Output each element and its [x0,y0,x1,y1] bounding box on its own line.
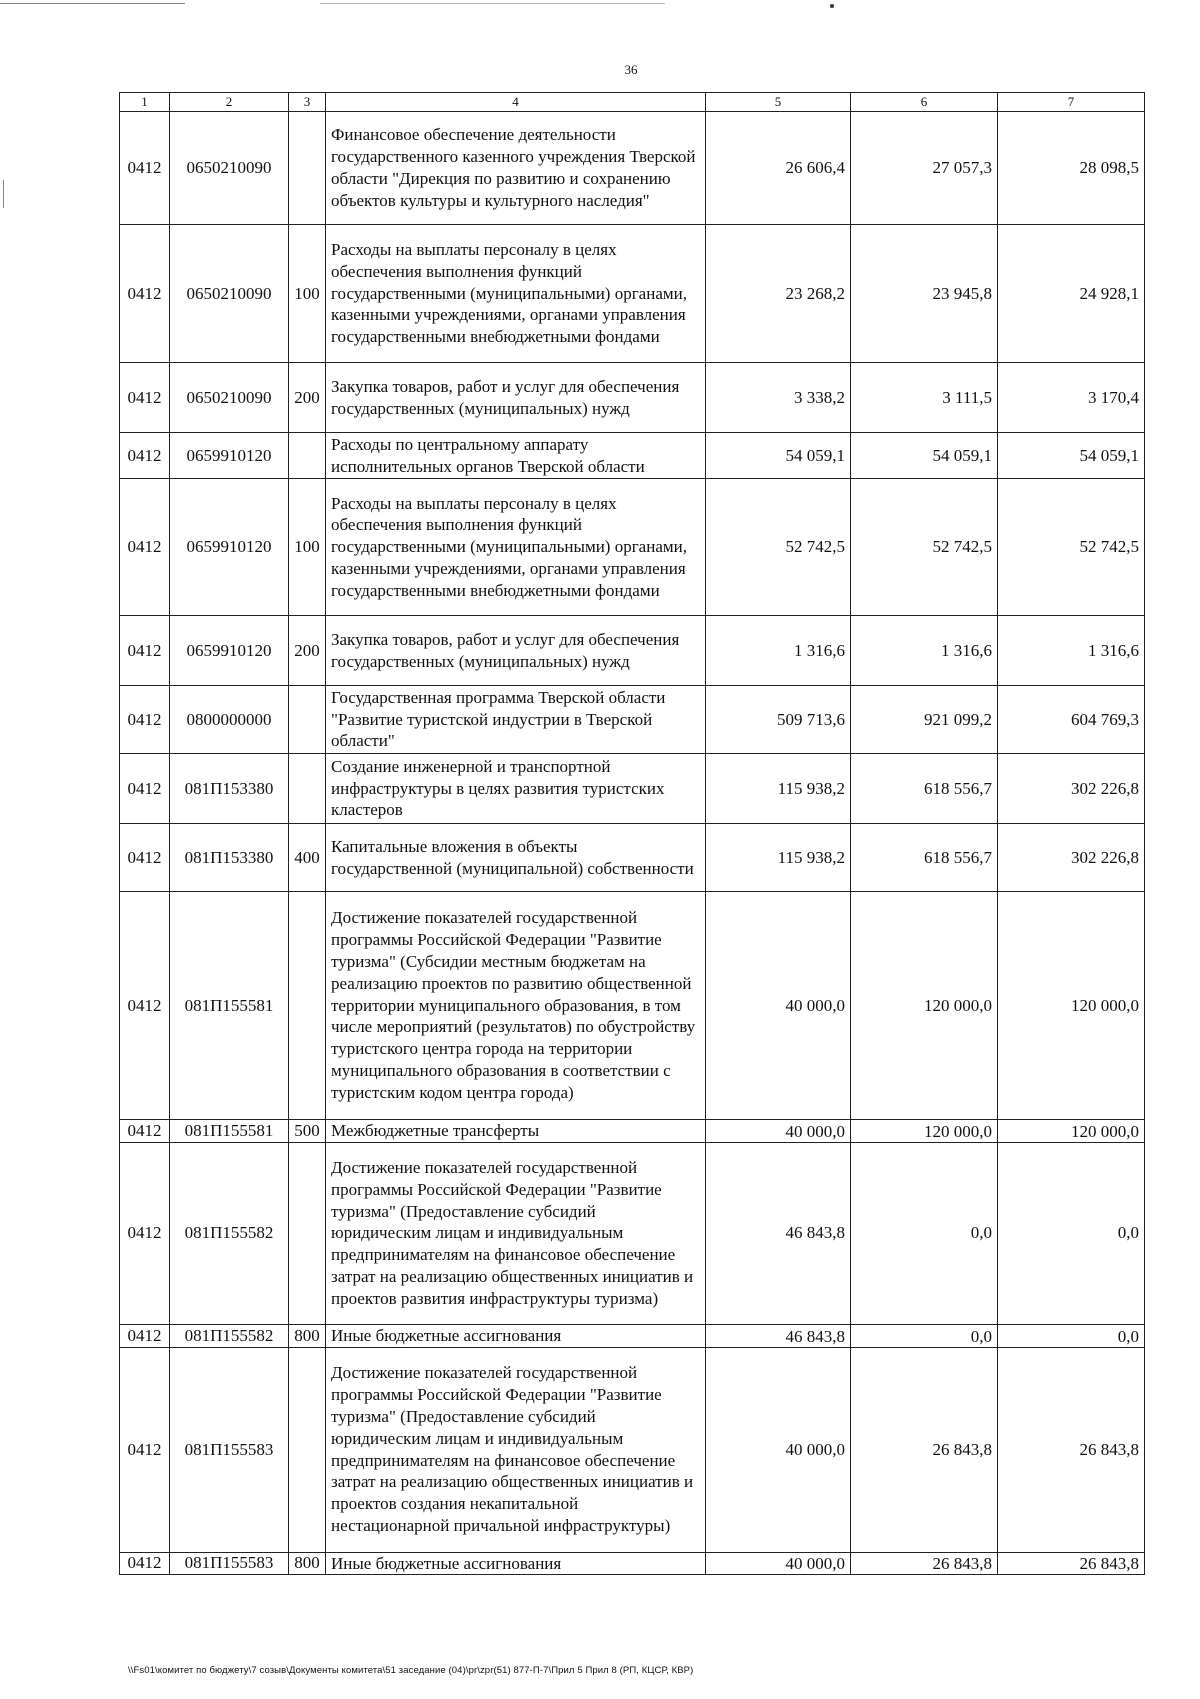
target-code: 081П155581 [170,1120,289,1143]
column-header-2: 2 [170,93,289,112]
value-col-6: 3 111,5 [851,363,998,433]
scan-artifact-mark [3,180,4,208]
table-row [120,686,1145,754]
target-code: 081П155582 [170,1324,289,1347]
value-col-5: 115 938,2 [706,824,851,892]
column-header-4: 4 [326,93,706,112]
table-row [120,225,1145,363]
value-col-7: 24 928,1 [998,225,1145,363]
section-code: 0412 [120,363,170,433]
value-col-5: 26 606,4 [706,112,851,225]
value-col-5: 115 938,2 [706,754,851,824]
target-code: 081П155583 [170,1552,289,1575]
expense-type: 800 [289,1324,326,1347]
table-row [120,1142,1145,1324]
value-col-7: 26 843,8 [998,1552,1145,1575]
value-col-7: 0,0 [998,1142,1145,1324]
target-code: 0659910120 [170,433,289,479]
table-row [120,824,1145,892]
expense-type [289,686,326,754]
expense-type [289,754,326,824]
column-header-3: 3 [289,93,326,112]
section-code: 0412 [120,1120,170,1143]
row-description: Финансовое обеспечение деятельности государственного казенного учреждения Тверской области "Дирекция по развитию и сохранению объектов культуры и культурного наследия" [326,112,706,225]
value-col-5: 40 000,0 [706,1347,851,1552]
expense-type: 200 [289,616,326,686]
section-code: 0412 [120,433,170,479]
row-description: Капитальные вложения в объекты государственной (муниципальной) собственности [326,824,706,892]
target-code: 081П153380 [170,754,289,824]
expense-type: 100 [289,479,326,616]
value-col-6: 54 059,1 [851,433,998,479]
table-row [120,1552,1145,1575]
section-code: 0412 [120,1324,170,1347]
value-col-7: 120 000,0 [998,1120,1145,1143]
value-col-7: 120 000,0 [998,892,1145,1120]
value-col-6: 618 556,7 [851,754,998,824]
row-description: Достижение показателей государственной программы Российской Федерации "Развитие туризма" (Предоставление субсидий юридическим лицам и индивидуальным предпринимателям на финансовое обеспечение затрат на реализацию общественных инициатив и проектов развития инфраструктуры туризма) [326,1142,706,1324]
row-description: Достижение показателей государственной программы Российской Федерации "Развитие туризма" (Предоставление субсидий юридическим лицам и индивидуальным предпринимателям на финансовое обеспечение затрат на реализацию общественных инициатив и проектов создания некапитальной нестационарной причальной инфраструктуры) [326,1347,706,1552]
table-row [120,892,1145,1120]
target-code: 0650210090 [170,363,289,433]
value-col-6: 23 945,8 [851,225,998,363]
expense-type [289,1347,326,1552]
row-description: Государственная программа Тверской области "Развитие туристской индустрии в Тверской области" [326,686,706,754]
row-description: Достижение показателей государственной программы Российской Федерации "Развитие туризма" (Субсидии местным бюджетам на реализацию проектов по развитию общественной территории муниципального образования, в том числе мероприятий (результатов) по обустройству туристского центра города на территории муниципального образования в соответствии с туристским кодом центра города) [326,892,706,1120]
value-col-6: 26 843,8 [851,1552,998,1575]
value-col-6: 52 742,5 [851,479,998,616]
table-row [120,616,1145,686]
value-col-5: 40 000,0 [706,892,851,1120]
scan-artifact-line [320,3,665,4]
table-row [120,754,1145,824]
column-header-1: 1 [120,93,170,112]
row-description: Расходы по центральному аппарату исполнительных органов Тверской области [326,433,706,479]
section-code: 0412 [120,824,170,892]
value-col-5: 3 338,2 [706,363,851,433]
budget-table [119,92,1145,1575]
value-col-5: 54 059,1 [706,433,851,479]
section-code: 0412 [120,479,170,616]
row-description: Закупка товаров, работ и услуг для обеспечения государственных (муниципальных) нужд [326,363,706,433]
target-code: 081П155583 [170,1347,289,1552]
value-col-5: 1 316,6 [706,616,851,686]
target-code: 0650210090 [170,112,289,225]
column-header-6: 6 [851,93,998,112]
expense-type [289,112,326,225]
section-code: 0412 [120,686,170,754]
value-col-5: 509 713,6 [706,686,851,754]
table-header-row [120,93,1145,112]
column-header-5: 5 [706,93,851,112]
table-row [120,433,1145,479]
value-col-6: 1 316,6 [851,616,998,686]
table-row [120,1347,1145,1552]
row-description: Иные бюджетные ассигнования [326,1552,706,1575]
value-col-7: 54 059,1 [998,433,1145,479]
value-col-5: 46 843,8 [706,1324,851,1347]
value-col-6: 120 000,0 [851,892,998,1120]
target-code: 0650210090 [170,225,289,363]
expense-type [289,433,326,479]
table-row [120,1120,1145,1143]
target-code: 081П155581 [170,892,289,1120]
target-code: 081П153380 [170,824,289,892]
expense-type: 200 [289,363,326,433]
value-col-6: 0,0 [851,1142,998,1324]
value-col-7: 26 843,8 [998,1347,1145,1552]
row-description: Расходы на выплаты персоналу в целях обеспечения выполнения функций государственными (муниципальными) органами, казенными учреждениями, органами управления государственными внебюджетными фондами [326,479,706,616]
value-col-5: 52 742,5 [706,479,851,616]
row-description: Создание инженерной и транспортной инфраструктуры в целях развития туристских кластеров [326,754,706,824]
value-col-5: 40 000,0 [706,1552,851,1575]
section-code: 0412 [120,1142,170,1324]
scan-artifact-line [0,3,185,4]
column-header-7: 7 [998,93,1145,112]
value-col-6: 921 099,2 [851,686,998,754]
value-col-5: 46 843,8 [706,1142,851,1324]
value-col-6: 0,0 [851,1324,998,1347]
expense-type: 100 [289,225,326,363]
expense-type: 400 [289,824,326,892]
value-col-5: 40 000,0 [706,1120,851,1143]
footer-file-path: \\Fs01\комитет по бюджету\7 созыв\Документы комитета\51 заседание (04)\pr\zpr(51) 877-П-7\Прил 5 Прил 8 (РП, КЦСР, КВР) [128,1665,694,1676]
value-col-7: 302 226,8 [998,824,1145,892]
value-col-7: 604 769,3 [998,686,1145,754]
row-description: Расходы на выплаты персоналу в целях обеспечения выполнения функций государственными (муниципальными) органами, казенными учреждениями, органами управления государственными внебюджетными фондами [326,225,706,363]
expense-type [289,1142,326,1324]
target-code: 081П155582 [170,1142,289,1324]
section-code: 0412 [120,616,170,686]
value-col-6: 26 843,8 [851,1347,998,1552]
row-description: Иные бюджетные ассигнования [326,1324,706,1347]
value-col-6: 618 556,7 [851,824,998,892]
table-row [120,479,1145,616]
target-code: 0659910120 [170,616,289,686]
expense-type: 500 [289,1120,326,1143]
section-code: 0412 [120,225,170,363]
scan-artifact-dot [830,4,834,8]
value-col-7: 3 170,4 [998,363,1145,433]
value-col-7: 302 226,8 [998,754,1145,824]
target-code: 0659910120 [170,479,289,616]
section-code: 0412 [120,112,170,225]
page-number: 36 [624,62,638,77]
value-col-5: 23 268,2 [706,225,851,363]
table-row [120,1324,1145,1347]
value-col-6: 27 057,3 [851,112,998,225]
table-row [120,363,1145,433]
section-code: 0412 [120,754,170,824]
section-code: 0412 [120,892,170,1120]
expense-type [289,892,326,1120]
value-col-7: 0,0 [998,1324,1145,1347]
value-col-7: 1 316,6 [998,616,1145,686]
section-code: 0412 [120,1552,170,1575]
section-code: 0412 [120,1347,170,1552]
value-col-7: 28 098,5 [998,112,1145,225]
expense-type: 800 [289,1552,326,1575]
value-col-6: 120 000,0 [851,1120,998,1143]
row-description: Закупка товаров, работ и услуг для обеспечения государственных (муниципальных) нужд [326,616,706,686]
row-description: Межбюджетные трансферты [326,1120,706,1143]
table-row [120,112,1145,225]
target-code: 0800000000 [170,686,289,754]
value-col-7: 52 742,5 [998,479,1145,616]
